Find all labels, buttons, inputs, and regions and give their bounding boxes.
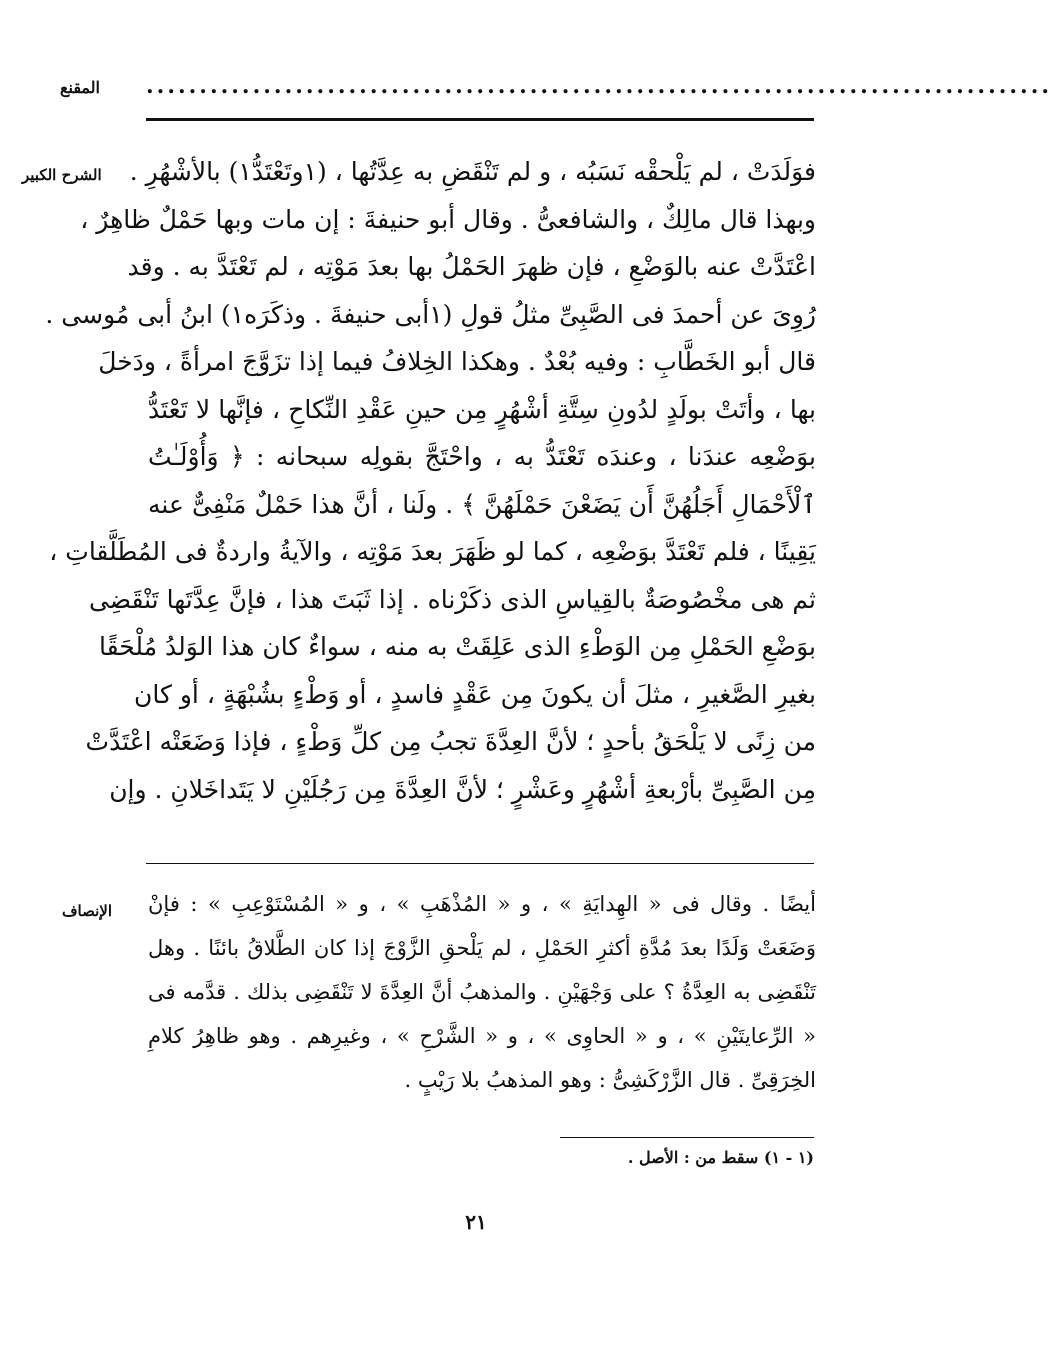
text-line: قال أبو الخَطَّابِ : وفيه بُعْدٌ . وهكذا الخِلافُ فيما إذا تزَوَّجَ امرأةً ، ودَخلَ (98, 347, 816, 376)
text-line: « الرِّعايتَيْنِ » ، و « الحاوِى » ، و « الشَّرْحِ » ، وغيرِهم . وهو ظاهِرُ كلامِ (148, 1024, 816, 1048)
text-line: ثم هى مخْصُوصَةٌ بالقِياسِ الذى ذكَرْناه . إذا ثَبَتَ هذا ، فإنَّ عِدَّتَها تَنْقَضِى (88, 584, 816, 614)
text-line-last: الخِرَقِىِّ . قال الزَّرْكَشِىُّ : وهو المذهبُ بلا رَيْبٍ . (404, 1068, 816, 1092)
text-line: اعْتَدَّتْ عنه بالوَضْعِ ، فإن ظهرَ الحَمْلُ بها بعدَ مَوْتِه ، لم تَعْتَدَّ به . وقد (127, 252, 816, 281)
text-line: من زِنًى لا يَلْحَقُ بأحدٍ ؛ لأنَّ العِدَّةَ تجبُ مِن كلِّ وَطْءٍ ، فإذا وَضَعَتْه اعْتَدَّتْ (85, 727, 816, 756)
text-line: ٱلْأَحْمَالِ أَجَلُهُنَّ أَن يَضَعْنَ حَمْلَهُنَّ ﴾ . ولَنا ، أنَّ هذا حَمْلٌ مَنْفِىٌّ عنه (148, 489, 816, 519)
insaf-text (148, 882, 816, 1102)
section-label-sharh: الشرح الكبير (22, 166, 102, 184)
section-divider (146, 863, 814, 864)
footnote-rule (560, 1137, 814, 1138)
text-line: بغيرِ الصَّغيرِ ، مثلَ أن يكونَ مِن عَقْدٍ فاسدٍ ، أو وَطْءٍ بشُبْهَةٍ ، أو كان (134, 679, 816, 709)
text-line: مِن الصَّبِىِّ بأرْبعةِ أشْهُرٍ وعَشْرٍ ؛ لأنَّ العِدَّةَ مِن رَجُلَيْنِ لا يَتَداخَلانِ . وإن (109, 774, 816, 804)
text-line: وَضَعَتْ وَلَدًا بعدَ مُدَّةِ أكثرِ الحَمْلِ ، لم يَلْحقِ الزَّوْجَ إذا كان الطَّلاقُ بائنًا . وهل (148, 936, 816, 960)
text-line: فوَلَدَتْ ، لم يَلْحقْه نَسَبُه ، و لم تَنْقَضِ به عِدَّتُها ، (١وتَعْتَدُّ١) بالأشْهُرِ . (129, 157, 816, 186)
text-line: بها ، وأتَتْ بولَدٍ لدُونِ سِتَّةِ أشْهُرٍ مِن حينِ عَقْدِ النِّكاحِ ، فإنَّها لا تَعْتَدُّ (148, 394, 816, 424)
text-line: وبهذا قال مالِكٌ ، والشافعىُّ . وقال أبو حنيفةَ : إن مات وبها حَمْلٌ ظاهِرٌ ، (80, 204, 816, 234)
section-label-insaf: الإنصاف (62, 902, 113, 920)
text-line: أيضًا . وقال فى « الهِدايَةِ » ، و « المُذْهَبِ » ، و « المُسْتَوْعِبِ » : فإنْ (148, 892, 816, 916)
text-line: يَقِينًا ، فلم تَعْتَدَّ بوَضْعِه ، كما لو ظَهَرَ بعدَ مَوْتِه ، والآيةُ واردةٌ فى المُطَلَّقاتِ ، (49, 537, 816, 566)
running-header-title: المقنع (59, 78, 100, 97)
text-line: بوَضْعِ الحَمْلِ مِن الوَطْءِ الذى عَلِقَتْ به منه ، سواءٌ كان هذا الوَلدُ مُلْحَقًا (99, 632, 816, 661)
footnote: (١ - ١) سقط من : الأصل . (627, 1148, 814, 1167)
text-line: تَنْقَضِى به العِدَّةُ ؟ على وَجْهَيْنِ . والمذهبُ أنَّ العِدَّةَ لا تَنْقَضِى بذلك . قدَّمه فى (148, 980, 816, 1004)
text-line: رُوِىَ عن أحمدَ فى الصَّبِىِّ مثلُ قولِ (١أبى حنيفةَ . وذكَرَه١) ابنُ أبى مُوسى . (45, 299, 816, 329)
header-dotted-leader: ..................................................................................... (146, 73, 1052, 99)
header-rule (146, 118, 814, 121)
text-line: بوَضْعِه عندَنا ، وعندَه تَعْتَدُّ به ، واحْتَجَّ بقولِه سبحانه : ﴿ وَأُوْلَـٰتُ (148, 442, 816, 471)
page-number: ٢١ (465, 1210, 487, 1234)
